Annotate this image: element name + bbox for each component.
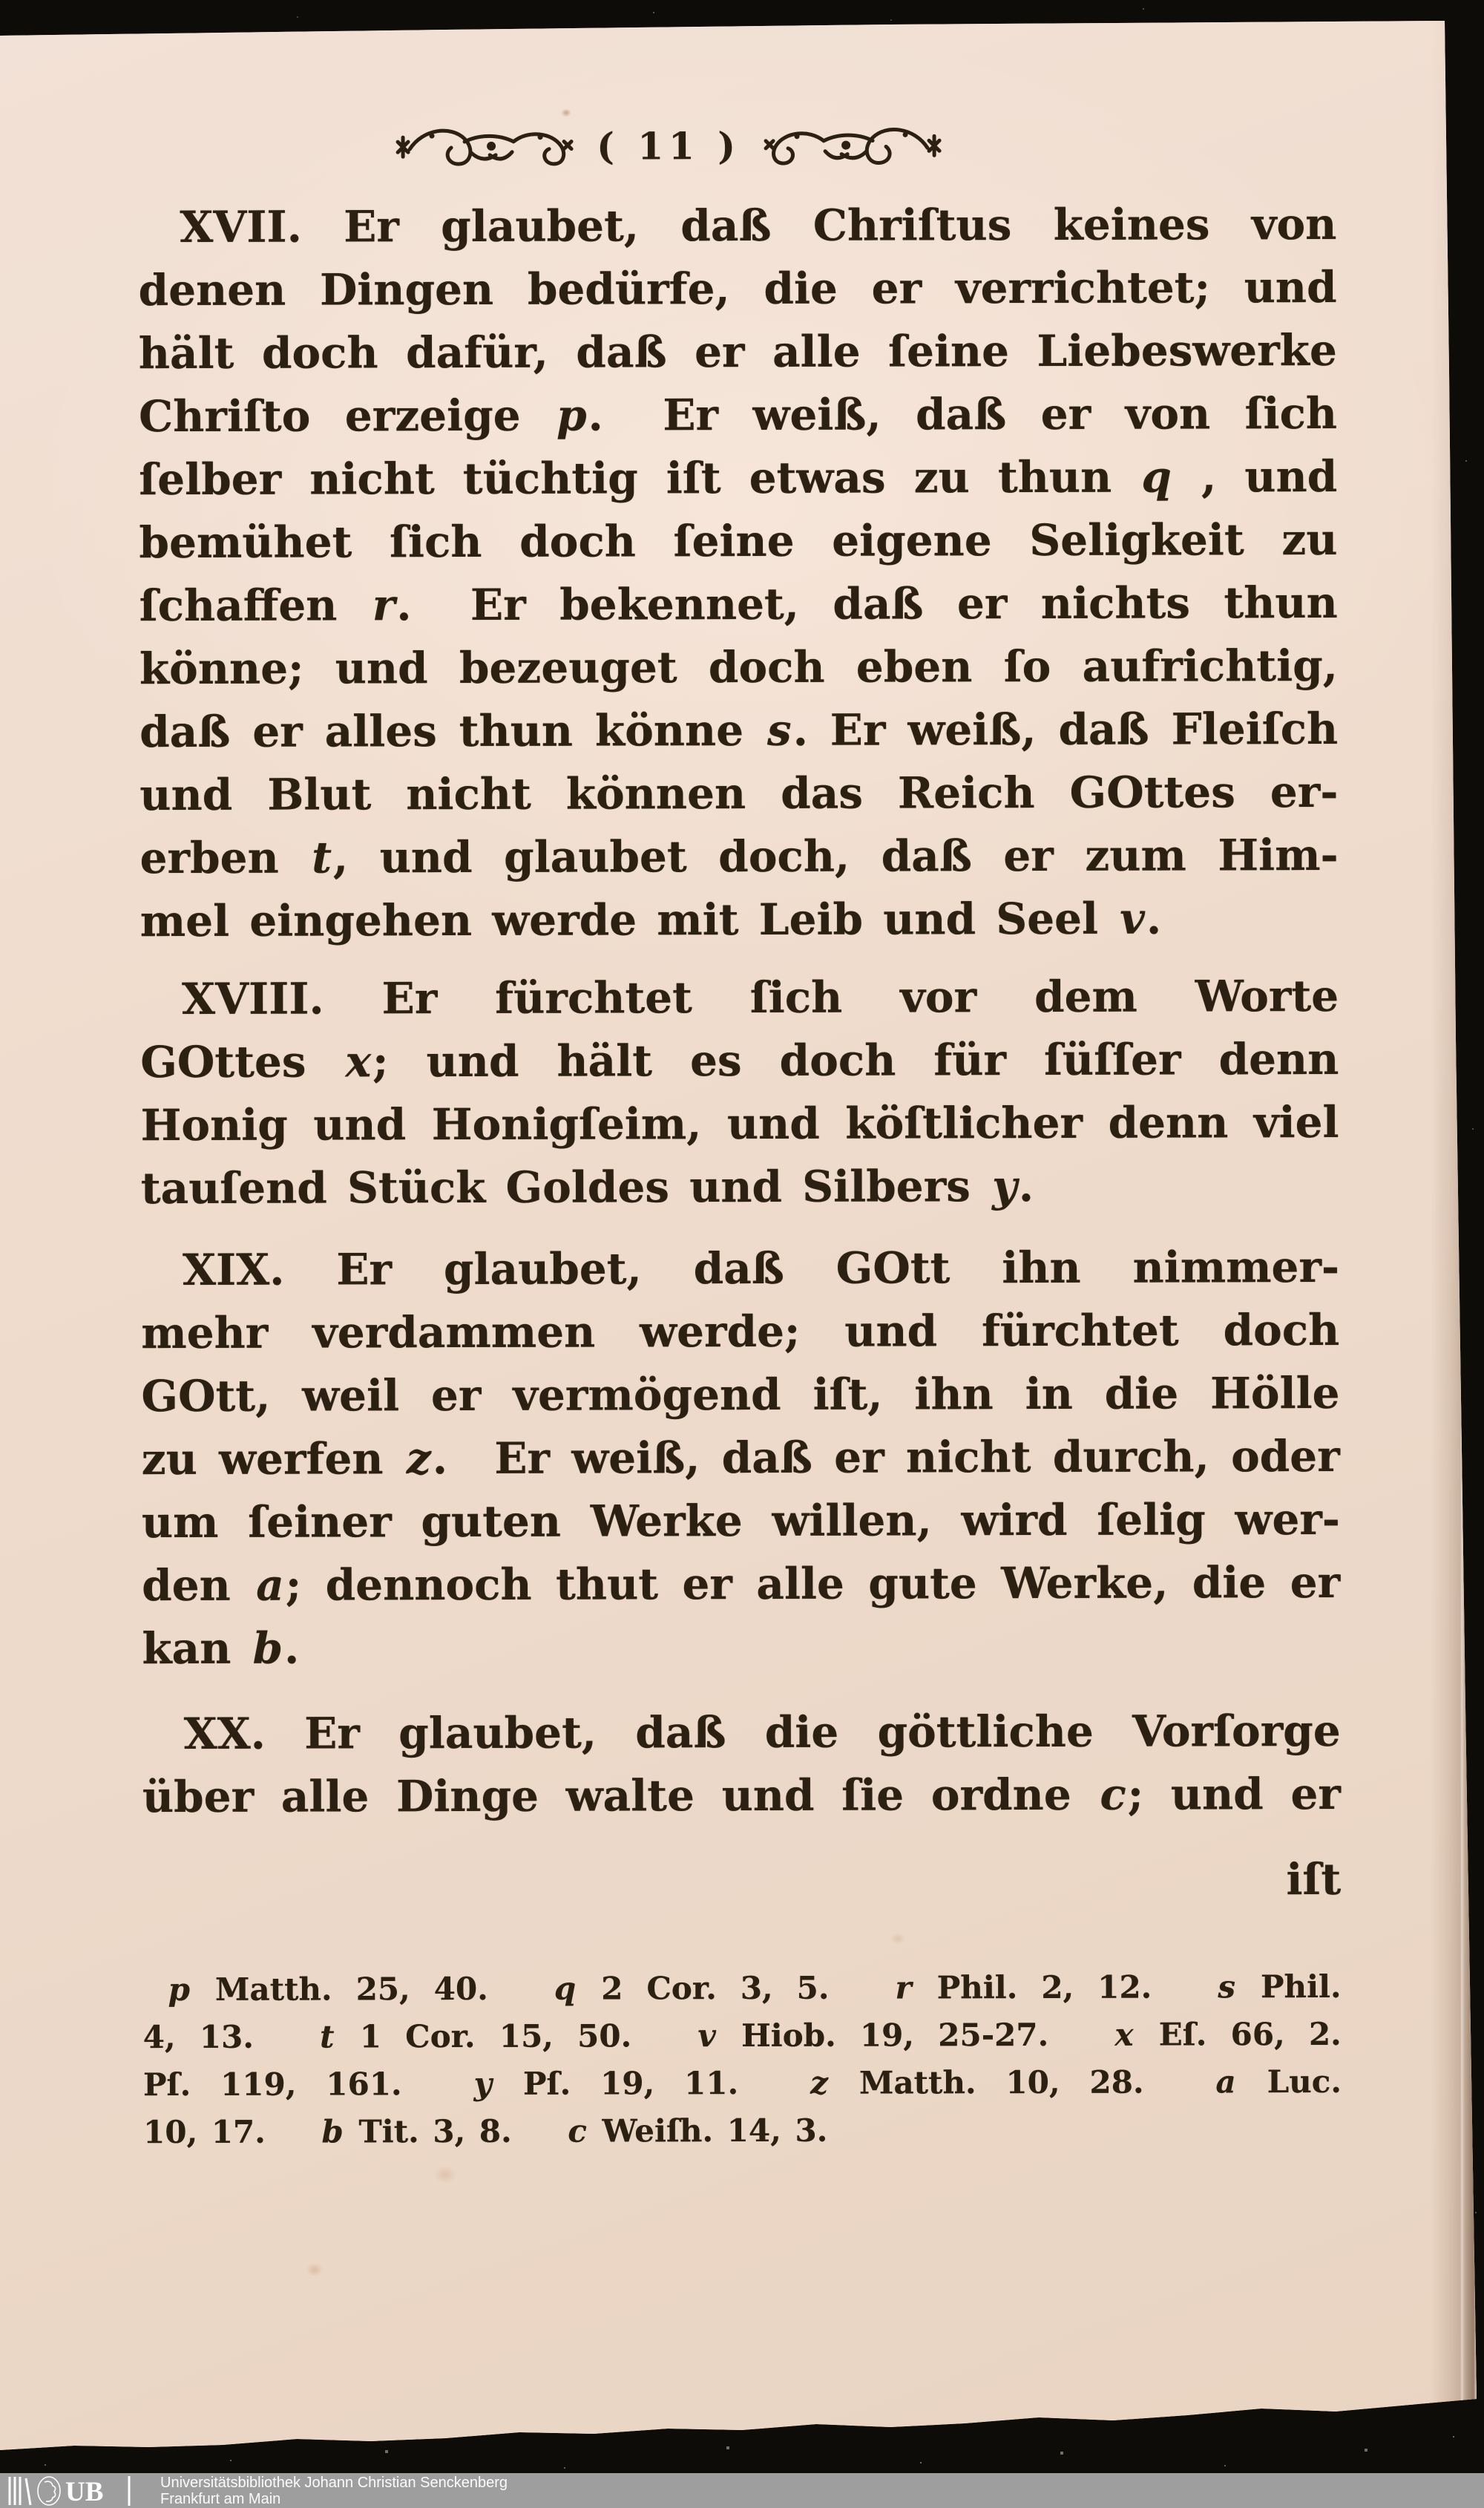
- fleuron-ornament-left: [387, 119, 577, 174]
- paragraph-xix: [141, 1236, 1341, 1680]
- text-line: um ſeiner guten Werke willen, wird ſelig wer-: [141, 1493, 1341, 1548]
- text-line: und Blut nicht können das Reich GOttes er-: [139, 766, 1339, 821]
- books-icon: [10, 2477, 30, 2505]
- text-line: könne; und bezeuget doch eben ſo aufrichtig,: [139, 640, 1339, 695]
- main-text-block: [138, 193, 1342, 2156]
- library-logo: [6, 2475, 138, 2507]
- text-line: ſchaffen r. Er bekennet, daß er nichts thun: [139, 577, 1338, 632]
- footnotes-block: [143, 1963, 1342, 2156]
- footnote-line: 4, 13. t 1 Cor. 15, 50. v Hiob. 19, 25-27. x Eſ. 66, 2.: [142, 2015, 1342, 2056]
- portrait-icon: [38, 2477, 60, 2505]
- text-line: mel eingehen werde mit Leib und Seel v.: [139, 893, 1162, 947]
- library-watermark-bar: [0, 2473, 1484, 2508]
- text-line: Honig und Honigſeim, und köſtlicher denn viel: [140, 1096, 1339, 1151]
- logo-ub-text: UB: [65, 2476, 104, 2507]
- text-line: Chriſto erzeige p. Er weiß, daß er von ſich: [138, 387, 1338, 442]
- fleuron-ornament-right: [760, 118, 950, 172]
- text-line: über alle Dinge walte und ſie ordne c; und er: [142, 1768, 1341, 1823]
- text-line: bemühet ſich doch ſeine eigene Seligkeit zu: [139, 514, 1338, 569]
- text-line: mehr verdammen werde; und fürchtet doch: [141, 1304, 1340, 1359]
- page-number: ( 11 ): [597, 123, 741, 168]
- text-line: GOttes x; und hält es doch für ſüſſer denn: [140, 1033, 1339, 1088]
- library-name: [160, 2475, 508, 2507]
- text-line: zu werfen z. Er weiß, daß er nicht durch, oder: [141, 1430, 1340, 1485]
- page-header: [0, 117, 1340, 174]
- text-line: ſelber nicht tüchtig iſt etwas zu thun q , und: [139, 451, 1338, 505]
- text-line: XIX. Er glaubet, daß GOtt ihn nimmer-: [182, 1241, 1340, 1295]
- text-line: den a; dennoch thut er alle gute Werke, die er: [142, 1556, 1341, 1611]
- text-line: tauſend Stück Goldes und Silbers y.: [140, 1160, 1034, 1214]
- text-line: XVII. Er glaubet, daß Chriſtus keines von: [180, 198, 1337, 252]
- text-line: hält doch dafür, daß er alle ſeine Liebeswerke: [138, 324, 1337, 379]
- footnote-line: Pſ. 119, 161. y Pſ. 19, 11. z Matth. 10, 28. a Luc.: [142, 2063, 1342, 2103]
- paragraph-xx: [142, 1700, 1341, 1829]
- library-name-line2: Frankfurt am Main: [160, 2490, 281, 2507]
- text-line: kan b.: [142, 1623, 300, 1674]
- text-line: XX. Er glaubet, daß die göttliche Vorſorge: [183, 1705, 1341, 1759]
- catchword: iſt: [1286, 1853, 1342, 1905]
- paragraph-xvii: [138, 193, 1339, 953]
- text-line: XVIII. Er fürchtet ſich vor dem Worte: [182, 970, 1339, 1024]
- footnote-line: p Matth. 25, 40. q 2 Cor. 3, 5. r Phil. 2, 12. s Phil.: [168, 1968, 1342, 2008]
- text-line: erben t, und glaubet doch, daß er zum Him-: [139, 829, 1339, 884]
- footnote-line: 10, 17. b Tit. 3, 8. c Weiſh. 14, 3.: [143, 2112, 828, 2151]
- paragraph-xviii: [140, 965, 1339, 1220]
- text-line: GOtt, weil er vermögend iſt, ihn in die Hölle: [141, 1367, 1340, 1422]
- library-name-line1: Universitätsbibliothek Johann Christian Senckenberg: [160, 2474, 508, 2491]
- text-line: denen Dingen bedürfe, die er verrichtet; und: [138, 261, 1337, 316]
- text-line: daß er alles thun könne s. Er weiß, daß Fleiſch: [139, 703, 1339, 758]
